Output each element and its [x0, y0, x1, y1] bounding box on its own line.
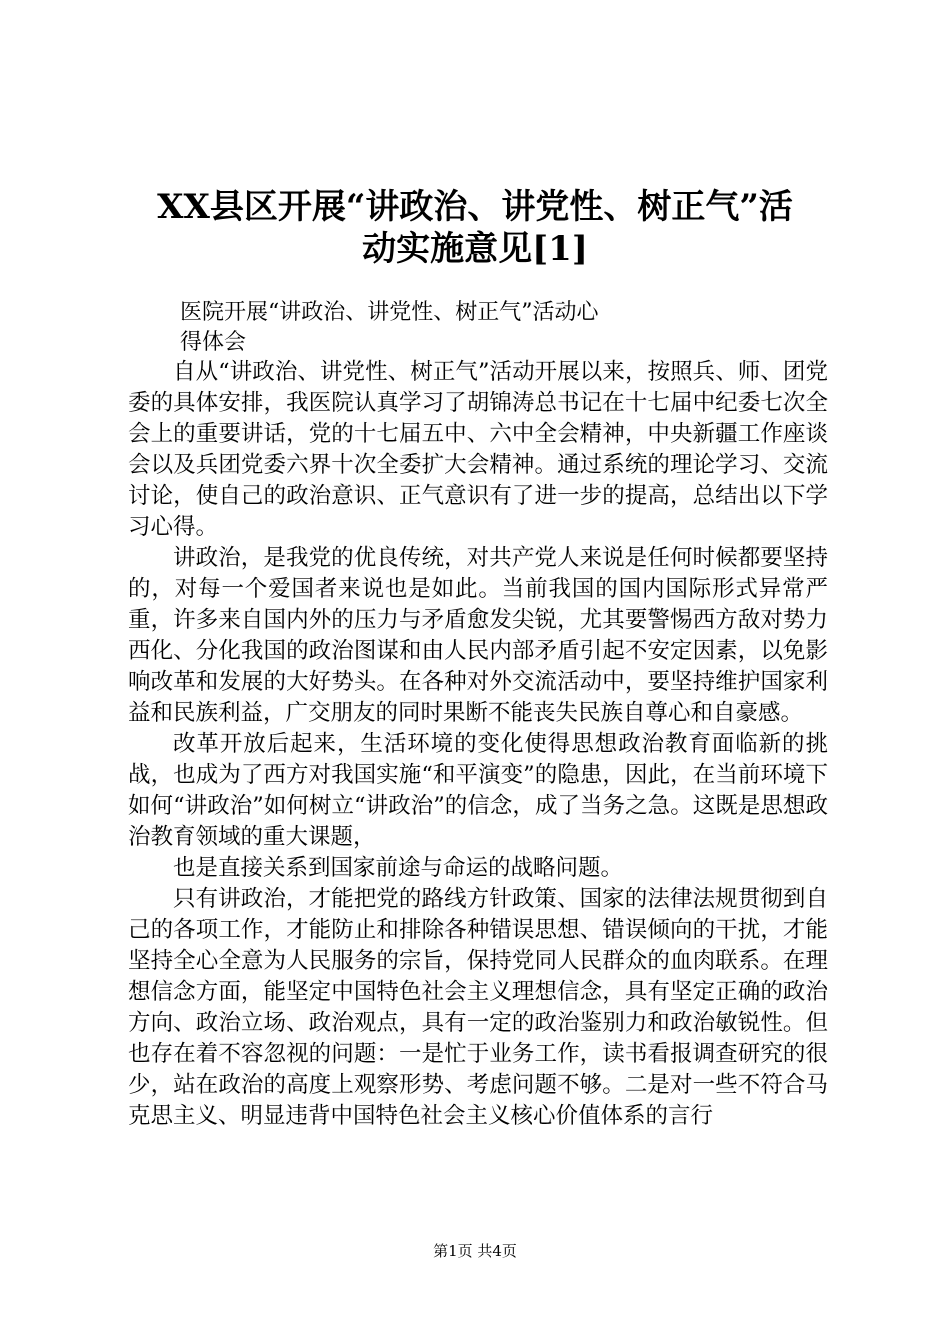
- document-title-line-2: 动实施意见[1]: [362, 229, 588, 269]
- paragraph: 只有讲政治，才能把党的路线方针政策、国家的法律法规贯彻到自己的各项工作，才能防止和排除各种错误思想、错误倾向的干扰，才能坚持全心全意为人民服务的宗旨，保持党同人民群众的血肉联系。在理想信念方面，能坚定中国特色社会主义理想信念，具有坚定正确的政治方向、政治立场、政治观点，具有一定的政治鉴别力和政治敏锐性。但也存在着不容忽视的问题：一是忙于业务工作，读书看报调查研究的很少，站在政治的高度上观察形势、考虑问题不够。二是对一些不符合马克思主义、明显违背中国特色社会主义核心价值体系的言行: [128, 886, 828, 1129]
- paragraph: 自从“讲政治、讲党性、树正气”活动开展以来，按照兵、师、团党委的具体安排，我医院认真学习了胡锦涛总书记在十七届中纪委七次全会上的重要讲话，党的十七届五中、六中全会精神，中央新疆工作座谈会以及兵团党委六界十次全委扩大会精神。通过系统的理论学习、交流讨论，使自己的政治意识、正气意识有了进一步的提高，总结出以下学习心得。: [128, 359, 828, 540]
- subtitle-line-1: 医院开展“讲政治、讲党性、树正气”活动心: [180, 300, 599, 325]
- paragraph: 改革开放后起来，生活环境的变化使得思想政治教育面临新的挑战，也成为了西方对我国实施“和平演变”的隐患，因此，在当前环境下如何“讲政治”如何树立“讲政治”的信念，成了当务之急。这既是思想政治教育领域的重大课题，: [128, 731, 828, 850]
- body-text: [128, 357, 828, 1132]
- paragraph: 讲政治，是我党的优良传统，对共产党人来说是任何时候都要坚持的，对每一个爱国者来说也是如此。当前我国的国内国际形式异常严重，许多来自国内外的压力与矛盾愈发尖锐，尤其要警惕西方敌对势力西化、分化我国的政治图谋和由人民内部矛盾引起不安定因素，以免影响改革和发展的大好势头。在各种对外交流活动中，要坚持维护国家利益和民族利益，广交朋友的同时果断不能丧失民族自尊心和自豪感。: [128, 545, 828, 726]
- page-footer: 第1页 共4页: [433, 1242, 517, 1260]
- subtitle-line-2: 得体会: [180, 330, 247, 355]
- paragraph: 也是直接关系到国家前途与命运的战略问题。: [173, 855, 624, 881]
- document-title-line-1: XX县区开展“讲政治、讲党性、树正气”活: [157, 187, 793, 227]
